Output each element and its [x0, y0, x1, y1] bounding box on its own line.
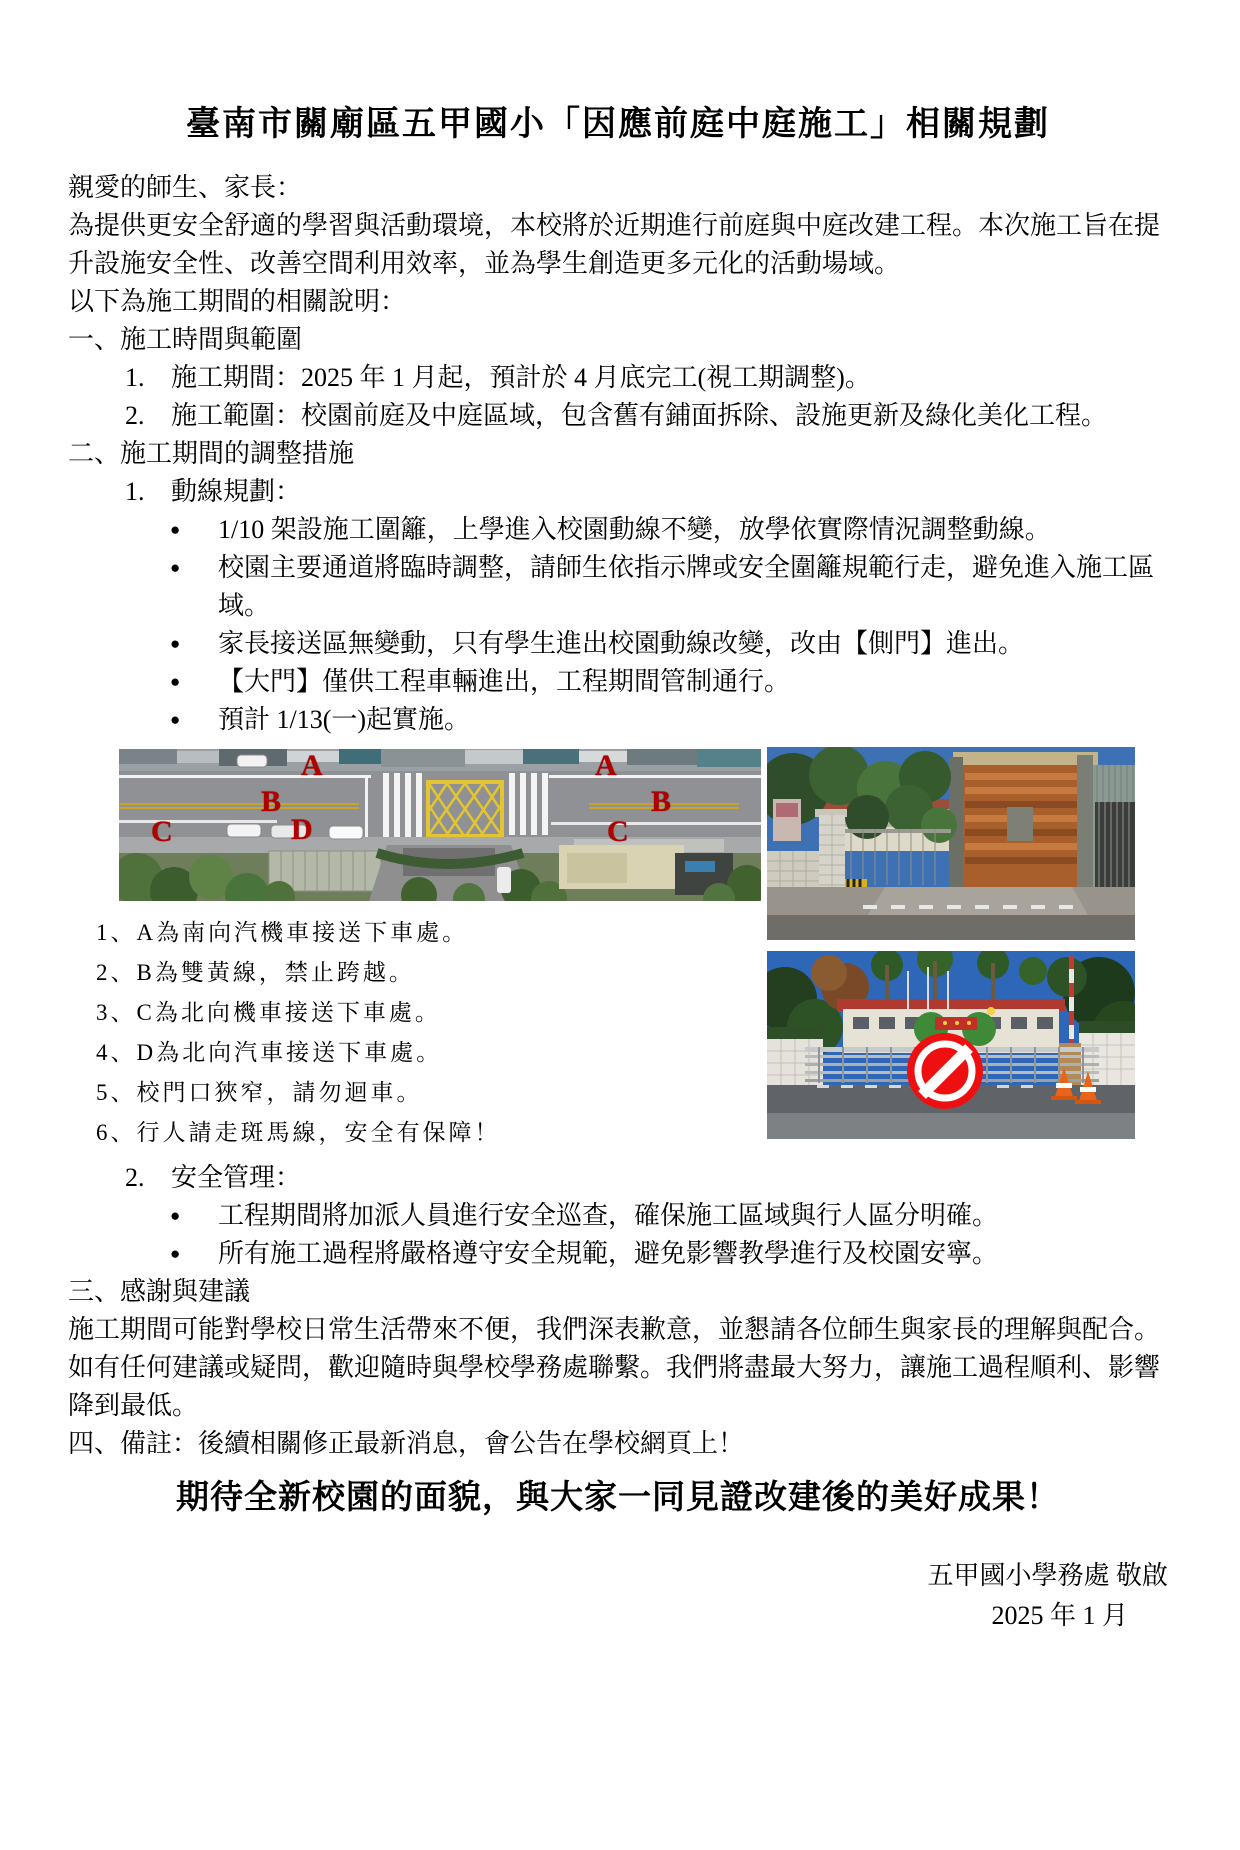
zone-label-a-left: A [301, 749, 323, 782]
main-gate-illustration [767, 951, 1135, 1139]
bullet-icon: ● [170, 558, 181, 577]
item-text: 施工範圍：校園前庭及中庭區域，包含舊有鋪面拆除、設施更新及綠化美化工程。 [171, 401, 1108, 430]
note-line: 5、校門口狹窄，請勿迴車。 [96, 1080, 423, 1105]
bullet-text: 所有施工過程將嚴格遵守安全規範，避免影響教學進行及校園安寧。 [218, 1239, 999, 1268]
aerial-map-photo [119, 749, 761, 901]
section2-heading: 二、施工期間的調整措施 [68, 439, 355, 468]
note-line: 1、A為南向汽機車接送下車處。 [96, 920, 469, 945]
bullet-icon: ● [170, 1206, 181, 1225]
bullet-text: 預計 1/13(一)起實施。 [218, 705, 471, 734]
note-line: 3、C為北向機車接送下車處。 [96, 1000, 441, 1025]
bullet-text: 校園主要通道將臨時調整，請師生依指示牌或安全圍籬規範行走，避免進入施工區域。 [218, 553, 1155, 620]
item-text: 安全管理： [171, 1163, 302, 1192]
side-gate-photo [767, 747, 1135, 940]
bullet-item [170, 701, 1168, 739]
item-number: 1. [125, 363, 145, 392]
signature-sender: 五甲國小學務處 敬啟 [927, 1561, 1168, 1590]
zone-label-b-right: B [651, 785, 672, 818]
bullet-item [170, 511, 1168, 549]
signature-block [68, 1556, 1168, 1636]
section2-sub2 [125, 1159, 1168, 1197]
item-number: 2. [125, 401, 145, 430]
bullet-icon: ● [170, 1244, 181, 1263]
bullet-icon: ● [170, 634, 181, 653]
zone-label-b-left: B [261, 785, 282, 818]
zone-label-d: D [291, 813, 313, 846]
section4-heading: 四、備註：後續相關修正最新消息，會公告在學校網頁上！ [68, 1429, 745, 1458]
bullet-item [170, 1197, 1168, 1235]
item-text: 動線規劃： [171, 477, 302, 506]
right-fence [1093, 765, 1135, 892]
intro-paragraph: 為提供更安全舒適的學習與活動環境，本校將於近期進行前庭與中庭改建工程。本次施工旨在提升設施安全性、改善空間利用效率，並為學生創造更多元化的活動場域。 [68, 211, 1161, 278]
intro-note: 以下為施工期間的相關說明： [68, 287, 407, 316]
main-gate-photo [767, 951, 1135, 1139]
item-text: 施工期間：2025 年 1 月起，預計於 4 月底完工(視工期調整)。 [171, 363, 871, 392]
zone-label-a-right: A [595, 749, 617, 782]
signature-date: 2025 年 1 月 [991, 1601, 1128, 1630]
closing-statement: 期待全新校園的面貌，與大家一同見證改建後的美好成果！ [176, 1478, 1060, 1515]
note-line: 2、B為雙黃線，禁止跨越。 [96, 960, 415, 985]
trees-and-structures [119, 845, 761, 901]
bullet-text: 工程期間將加派人員進行安全巡查，確保施工區域與行人區分明確。 [218, 1201, 999, 1230]
section3-body: 施工期間可能對學校日常生活帶來不便，我們深表歉意，並懇請各位師生與家長的理解與配合。如有任何建議或疑問，歡迎隨時與學校學務處聯繫。我們將盡最大努力，讓施工過程順利、影響降到最低。 [68, 1315, 1161, 1420]
page-title: 臺南市關廟區五甲國小「因應前庭中庭施工」相關規劃 [186, 106, 1050, 143]
section1-heading: 一、施工時間與範圍 [68, 325, 303, 354]
bullet-item [170, 663, 1168, 701]
item-number: 1. [125, 477, 145, 506]
bullet-item [170, 625, 1168, 663]
bullet-item [170, 549, 1168, 625]
section1-item [125, 359, 1168, 397]
section1-item [125, 397, 1168, 435]
notice-page [0, 96, 1240, 1636]
no-entry-icon [907, 1033, 983, 1109]
zone-label-c-left: C [151, 815, 173, 848]
side-gate-illustration [767, 747, 1135, 940]
map-notes [96, 913, 501, 1153]
rooftops [119, 749, 761, 771]
note-line: 6、行人請走斑馬線，安全有保障！ [96, 1120, 501, 1145]
bullet-icon: ● [170, 520, 181, 539]
zone-label-c-right: C [607, 815, 629, 848]
brick-building [949, 752, 1098, 895]
greeting-line: 親愛的師生、家長： [68, 173, 303, 202]
section2-sub1 [125, 473, 1168, 511]
pavement [767, 887, 1135, 940]
item-number: 2. [125, 1163, 145, 1192]
bullet-icon: ● [170, 672, 181, 691]
aerial-map-illustration [119, 749, 761, 901]
bullet-item [170, 1235, 1168, 1273]
bullet-text: 【大門】僅供工程車輛進出，工程期間管制通行。 [218, 667, 791, 696]
figure-block [68, 747, 1168, 1159]
bullet-icon: ● [170, 710, 181, 729]
note-line: 4、D為北向汽車接送下車處。 [96, 1040, 443, 1065]
bullet-text: 1/10 架設施工圍籬，上學進入校園動線不變，放學依實際情況調整動線。 [218, 515, 1051, 544]
bullet-text: 家長接送區無變動，只有學生進出校園動線改變，改由【側門】進出。 [218, 629, 1025, 658]
section3-heading: 三、感謝與建議 [68, 1277, 251, 1306]
